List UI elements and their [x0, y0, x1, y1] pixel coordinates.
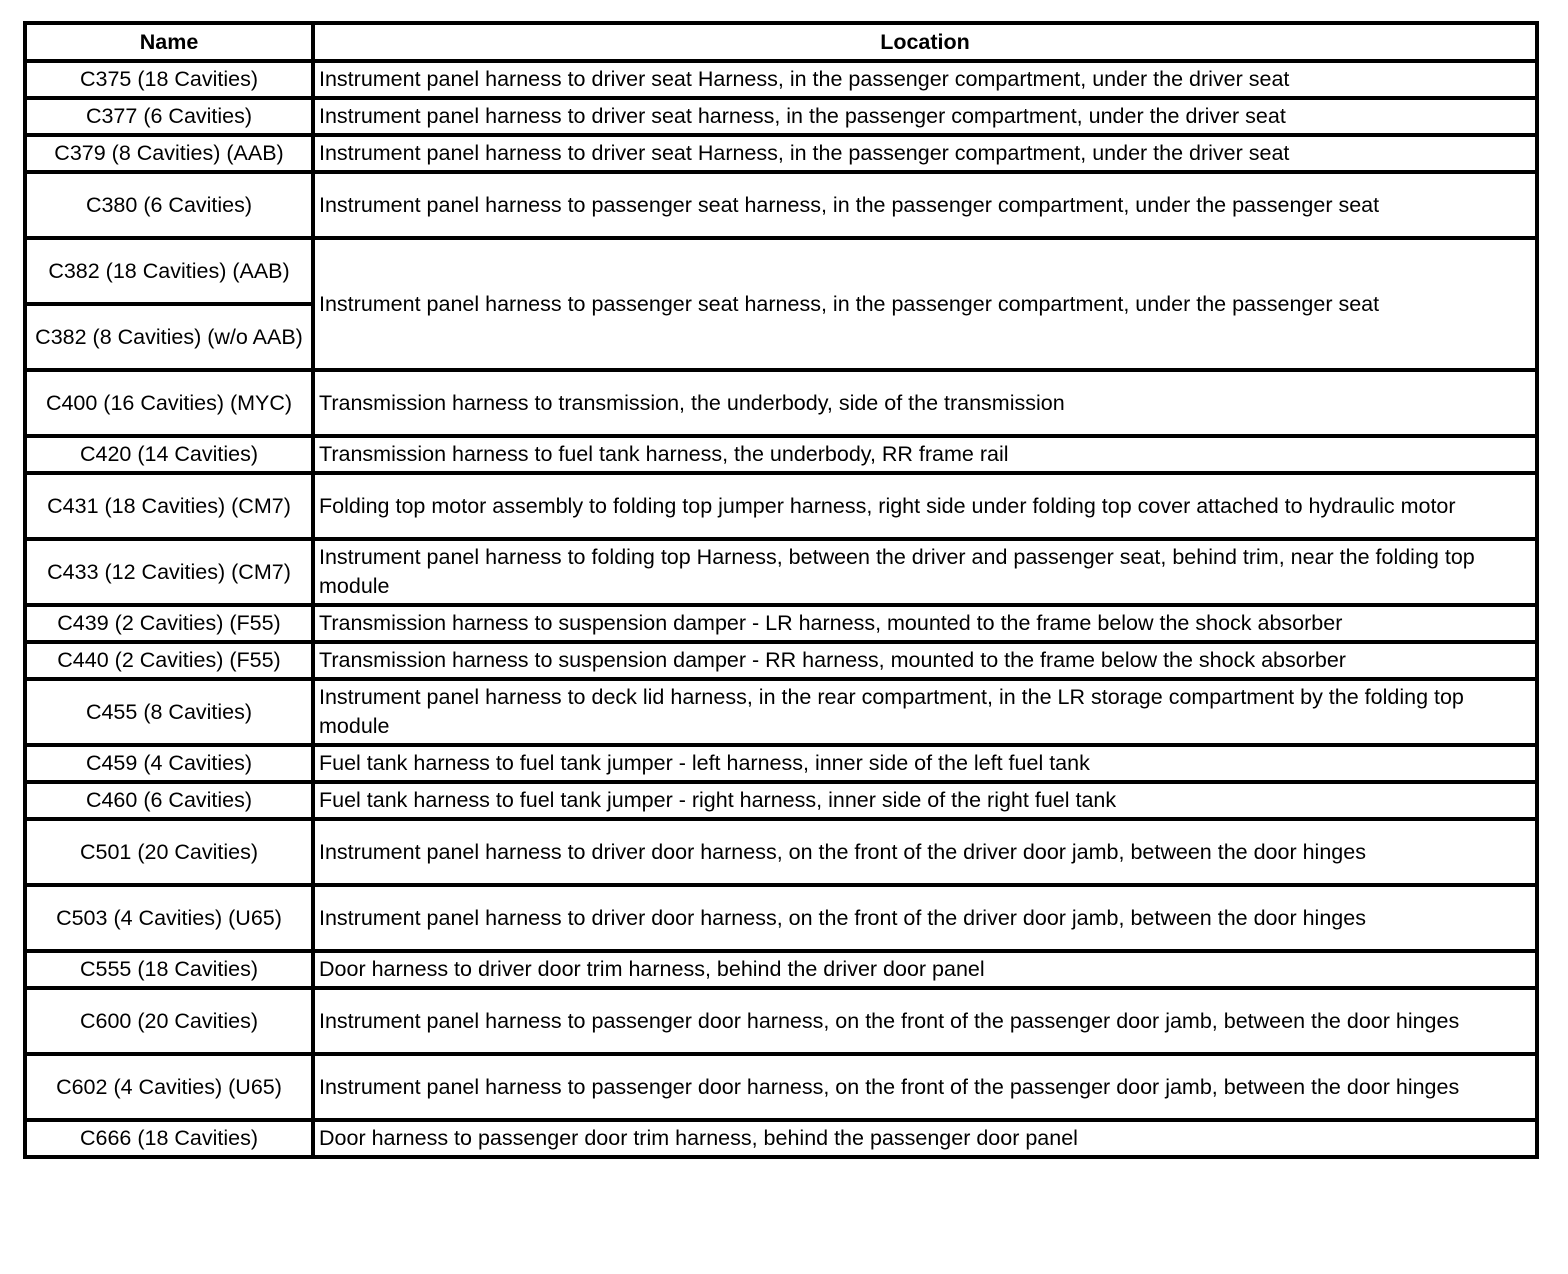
connector-location: Instrument panel harness to driver door harness, on the front of the driver door jamb, between the door hinges	[313, 819, 1537, 885]
connector-name: C455 (8 Cavities)	[25, 679, 313, 745]
connector-name: C433 (12 Cavities) (CM7)	[25, 539, 313, 605]
connector-location: Instrument panel harness to passenger seat harness, in the passenger compartment, under the passenger seat	[313, 172, 1537, 238]
connector-location: Instrument panel harness to passenger door harness, on the front of the passenger door jamb, between the door hinges	[313, 988, 1537, 1054]
connector-location: Instrument panel harness to driver seat Harness, in the passenger compartment, under the driver seat	[313, 135, 1537, 172]
table-row	[25, 679, 1537, 745]
connector-location: Instrument panel harness to deck lid harness, in the rear compartment, in the LR storage compartment by the folding top module	[313, 679, 1537, 745]
table-row	[25, 642, 1537, 679]
connector-location: Door harness to passenger door trim harness, behind the passenger door panel	[313, 1120, 1537, 1157]
connector-location: Transmission harness to suspension damper - RR harness, mounted to the frame below the shock absorber	[313, 642, 1537, 679]
connector-name: C439 (2 Cavities) (F55)	[25, 605, 313, 642]
connector-name: C440 (2 Cavities) (F55)	[25, 642, 313, 679]
connector-name: C380 (6 Cavities)	[25, 172, 313, 238]
connector-location: Transmission harness to fuel tank harness, the underbody, RR frame rail	[313, 436, 1537, 473]
table-row	[25, 605, 1537, 642]
connector-name: C602 (4 Cavities) (U65)	[25, 1054, 313, 1120]
connector-name: C501 (20 Cavities)	[25, 819, 313, 885]
table-row	[25, 782, 1537, 819]
connector-name: C600 (20 Cavities)	[25, 988, 313, 1054]
connector-location: Fuel tank harness to fuel tank jumper - left harness, inner side of the left fuel tank	[313, 745, 1537, 782]
header-name: Name	[25, 23, 313, 61]
connector-location: Folding top motor assembly to folding top jumper harness, right side under folding top cover attached to hydraulic motor	[313, 473, 1537, 539]
table-row	[25, 172, 1537, 238]
table-row	[25, 885, 1537, 951]
connector-name: C460 (6 Cavities)	[25, 782, 313, 819]
connector-name: C503 (4 Cavities) (U65)	[25, 885, 313, 951]
table-row	[25, 951, 1537, 988]
table-row	[25, 98, 1537, 135]
connector-table	[23, 21, 1539, 1159]
connector-name: C377 (6 Cavities)	[25, 98, 313, 135]
connector-name: C379 (8 Cavities) (AAB)	[25, 135, 313, 172]
connector-location: Door harness to driver door trim harness, behind the driver door panel	[313, 951, 1537, 988]
table-row	[25, 436, 1537, 473]
table-row	[25, 135, 1537, 172]
connector-name: C431 (18 Cavities) (CM7)	[25, 473, 313, 539]
table-row	[25, 473, 1537, 539]
connector-name: C400 (16 Cavities) (MYC)	[25, 370, 313, 436]
table-row	[25, 238, 1537, 304]
connector-location: Instrument panel harness to folding top Harness, between the driver and passenger seat, behind trim, near the folding top module	[313, 539, 1537, 605]
table-row	[25, 745, 1537, 782]
connector-location: Instrument panel harness to driver seat harness, in the passenger compartment, under the driver seat	[313, 98, 1537, 135]
connector-location: Transmission harness to suspension damper - LR harness, mounted to the frame below the shock absorber	[313, 605, 1537, 642]
table-row	[25, 61, 1537, 98]
table-row	[25, 988, 1537, 1054]
connector-name: C555 (18 Cavities)	[25, 951, 313, 988]
table-row	[25, 819, 1537, 885]
table-body	[25, 61, 1537, 1157]
connector-location: Instrument panel harness to passenger seat harness, in the passenger compartment, under the passenger seat	[313, 238, 1537, 370]
connector-name: C420 (14 Cavities)	[25, 436, 313, 473]
table-row	[25, 1054, 1537, 1120]
table-row	[25, 370, 1537, 436]
table-row	[25, 539, 1537, 605]
table-row	[25, 1120, 1537, 1157]
connector-name: C459 (4 Cavities)	[25, 745, 313, 782]
connector-name: C382 (8 Cavities) (w/o AAB)	[25, 304, 313, 370]
header-location: Location	[313, 23, 1537, 61]
connector-location: Transmission harness to transmission, the underbody, side of the transmission	[313, 370, 1537, 436]
connector-location: Instrument panel harness to driver door harness, on the front of the driver door jamb, between the door hinges	[313, 885, 1537, 951]
connector-name: C666 (18 Cavities)	[25, 1120, 313, 1157]
connector-name: C382 (18 Cavities) (AAB)	[25, 238, 313, 304]
connector-location: Fuel tank harness to fuel tank jumper - right harness, inner side of the right fuel tank	[313, 782, 1537, 819]
connector-location: Instrument panel harness to passenger door harness, on the front of the passenger door jamb, between the door hinges	[313, 1054, 1537, 1120]
header-row	[25, 23, 1537, 61]
connector-location: Instrument panel harness to driver seat Harness, in the passenger compartment, under the driver seat	[313, 61, 1537, 98]
connector-name: C375 (18 Cavities)	[25, 61, 313, 98]
